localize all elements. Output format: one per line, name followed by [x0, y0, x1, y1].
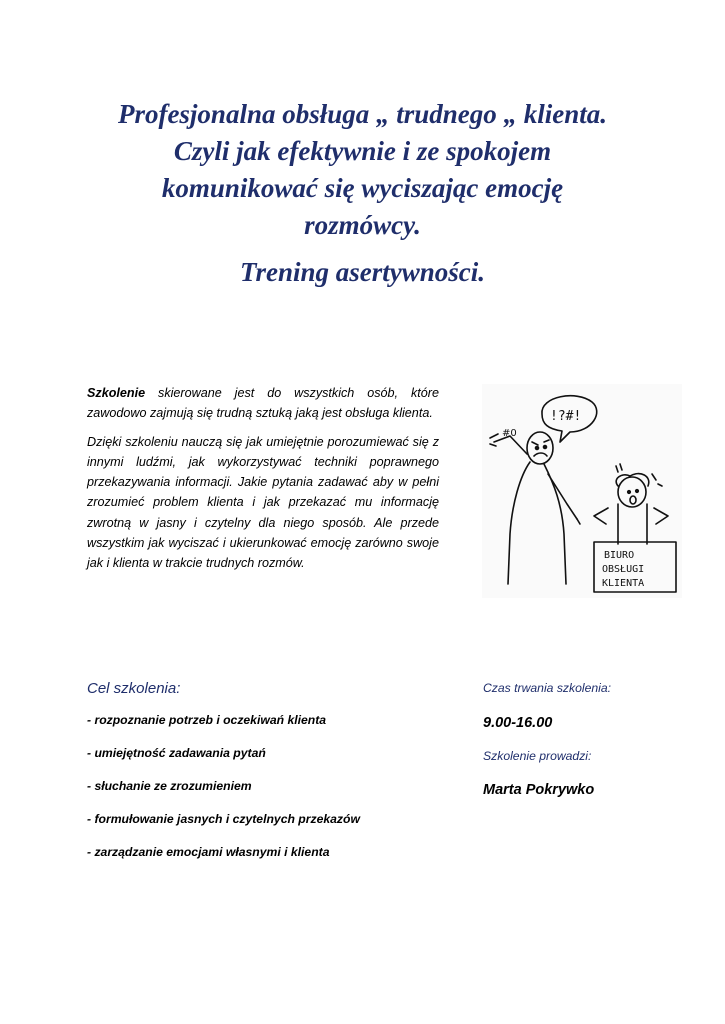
- goals-list: [87, 712, 427, 877]
- sign-line-3: KLIENTA: [602, 578, 645, 589]
- svg-text:#0: #0: [502, 428, 517, 439]
- title-line: rozmówcy.: [304, 210, 421, 240]
- title-line: Czyli jak efektywnie i ze spokojem: [173, 136, 552, 166]
- list-item: - słuchanie ze zrozumieniem: [87, 779, 252, 793]
- list-item: - rozpoznanie potrzeb i oczekiwań klienta: [87, 713, 327, 727]
- clerk-head: [618, 477, 646, 507]
- goals-heading: Cel szkolenia:: [87, 680, 181, 697]
- customer-service-illustration: [482, 384, 682, 598]
- duration-value: 9.00-16.00: [483, 715, 553, 731]
- sign-line-2: OBSŁUGI: [602, 564, 645, 575]
- list-item: - umiejętność zadawania pytań: [87, 746, 266, 760]
- list-item: - zarządzanie emocjami własnymi i klienta: [87, 845, 330, 859]
- sign-line-1: BIURO: [604, 550, 635, 561]
- intro-paragraph-2: Dzięki szkoleniu nauczą się jak umiejętnie porozumiewać się z innymi ludźmi, jak wykorzystywać techniki poprawnego przekazywania informacji. Jakie pytania zadawać aby w pełni zrozumieć problem klienta i jak przekazać mu informację zwrotną w jasny i czytelny dla niego sposób. Ale przede wszystkim jak wyciszać i ukierunkować emocję zarówno swoje jak i klienta w trakcie trudnych rozmów.: [87, 434, 439, 571]
- intro-paragraph-1: [87, 383, 439, 424]
- intro-lead: Szkolenie: [87, 386, 146, 400]
- trainer-label: Szkolenie prowadzi:: [483, 749, 592, 763]
- intro-paragraph-1-text: skierowane jest do wszystkich osób, które zawodowo zajmują się trudną sztuką jaką jest obsługa klienta.: [87, 386, 439, 421]
- document-title: [60, 96, 665, 244]
- document-subtitle: Trening asertywności.: [239, 257, 486, 287]
- customer-head: [527, 432, 553, 464]
- title-line: Profesjonalna obsługa „ trudnego „ klienta.: [117, 99, 608, 129]
- intro-text: [87, 383, 439, 582]
- speech-bubble-text: !?#!: [550, 409, 582, 424]
- list-item: - formułowanie jasnych i czytelnych przekazów: [87, 812, 360, 826]
- trainer-name: Marta Pokrywko: [483, 782, 595, 798]
- duration-label: Czas trwania szkolenia:: [483, 681, 612, 695]
- customer-body: [508, 462, 530, 584]
- title-line: komunikować się wyciszając emocję: [161, 173, 564, 203]
- training-goals: [87, 680, 427, 877]
